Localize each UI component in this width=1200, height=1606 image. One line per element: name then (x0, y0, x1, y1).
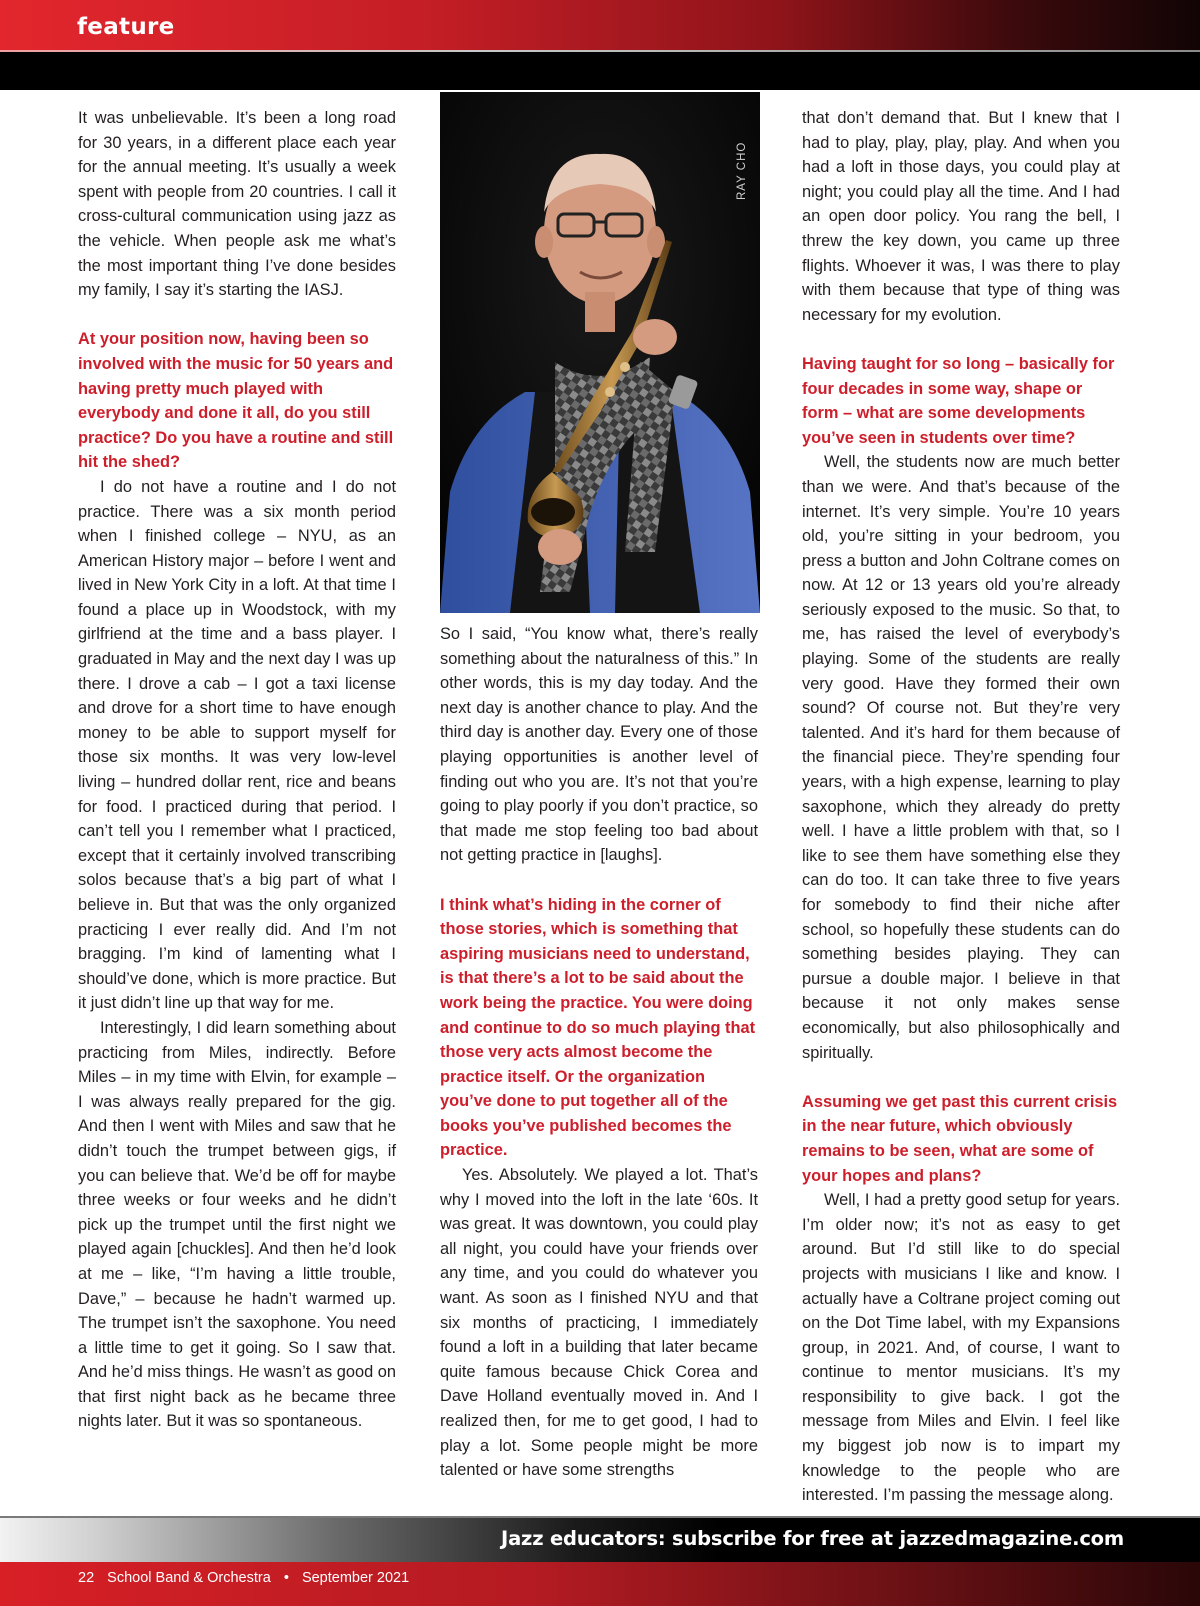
article-column-3 (802, 106, 1120, 1508)
answer-paragraph: Interestingly, I did learn something about practicing from Miles, indirectly. Before Miles – in my time with Elvin, for example – I was always really prepared for the gig. And then I went with Miles and saw that he didn’t touch the trumpet between gigs, if you can believe that. We’d be off for maybe three weeks or four weeks and he didn’t pick up the trumpet until the first night we played again [chuckles]. And then he’d look at me – like, “I’m having a little trouble, Dave,” – because he hadn’t warmed up. The trumpet isn’t the saxophone. You need a little time to get it going. So I saw that. And he’d miss things. He wasn’t as good on that first night back as he became three nights later. But it was so spontaneous. (78, 1018, 396, 1431)
footer-banner (0, 1516, 1200, 1564)
interview-question: Having taught for so long – basically for four decades in some way, shape or form – what are some developments you’ve seen in students over time? (802, 354, 1115, 447)
page-number: 22 (78, 1570, 95, 1586)
article-column-1 (78, 106, 396, 1434)
publication-name: School Band & Orchestra (107, 1570, 271, 1586)
answer-paragraph: I do not have a routine and I do not practice. There was a six month period when I finished college – NYU, as an American History major – before I went and lived in New York City in a loft. At that time I found a place up in Woodstock, with my girlfriend at the time and a bass player. I graduated in May and the next day I was up there. I drove a cab – I got a taxi license and drove for a short time to have enough money to be able to support myself for those six months. It was very low-level living – hundred dollar rent, rice and beans for food. I practiced during that period. I can’t tell you I remember what I practiced, except that it certainly involved transcribing solos because that’s a big part of what I believe in. But that was the only organized practicing I ever really did. And I’m not bragging. I’m kind of lamenting what I should’ve done, which is more practice. But it just didn’t line up that way for me. (78, 477, 397, 1013)
article-column-2 (440, 622, 758, 1483)
subscribe-callout: Jazz educators: subscribe for free at jazzedmagazine.com (501, 1527, 1124, 1550)
issue-date: September 2021 (301, 1570, 410, 1586)
portrait-photo (440, 92, 760, 613)
saxophonist-portrait-illustration (440, 92, 760, 613)
answer-paragraph: Well, I had a pretty good setup for years. I’m older now; it’s not as easy to get around. But I’d still like to do special projects with musicians I like and know. I actually have a Coltrane project coming out on the Dot Time label, with my Expansions group, in 2021. And, of course, I want to continue to mentor musicians. It’s my responsibility to give back. I got the message from Miles and Elvin. I feel like my biggest job now is to impart my knowledge to the people who are interested. I’m passing the message along. (802, 1191, 1120, 1505)
answer-paragraph: It was unbelievable. It’s been a long road for 30 years, in a different place each year for the annual meeting. It’s usually a week spent with people from 20 countries. I call it cross-cultural communication using jazz as the vehicle. When people ask me what’s the most important thing I’ve done besides my family, I say it’s starting the IASJ. (78, 109, 396, 300)
interview-question: Assuming we get past this current crisis in the near future, which obviously remains to be seen, what are some of your hopes and plans? (802, 1092, 1118, 1185)
photo-credit: RAY CHO (736, 141, 748, 200)
answer-paragraph: Yes. Absolutely. We played a lot. That’s why I moved into the loft in the late ‘60s. It was great. It was downtown, you could play all night, you could have your friends over any time, and you could do whatever you want. As soon as I finished NYU and that six months of practicing, I immediately found a loft in a building that later became quite famous because Chick Corea and Dave Holland eventually moved in. And I realized then, for me to get good, I had to play a lot. Some people might be more talented or have some strengths (440, 1166, 758, 1480)
header-black-band (0, 52, 1200, 90)
answer-paragraph: So I said, “You know what, there’s really something about the naturalness of this.” In other words, this is my day today. And the next day is another chance to play. And the third day is another day. Every one of those playing opportunities is another level of finding out who you are. It’s not that you’re going to play poorly if you don’t practice, so that made me stop feeling too bad about not getting practice in [laughs]. (440, 625, 758, 865)
answer-paragraph: that don’t demand that. But I knew that I had to play, play, play, play. And when you had a loft in those days, you could play at night; you could play all the time. And I had an open door policy. You rang the bell, I threw the key down, you came up three flights. Whoever it was, I was there to play with them because that type of thing was necessary for my evolution. (802, 109, 1120, 324)
section-label: feature (77, 14, 175, 40)
answer-paragraph: Well, the students now are much better than we were. And that’s because of the internet. It’s very simple. You’re 10 years old, you’re sitting in your bedroom, you press a button and John Coltrane comes on now. At 12 or 13 years old you’re already seriously exposed to the music. So that, to me, has raised the level of everybody’s playing. Some of the students are really very good. Have they formed their own sound? Of course not. But they’re very talented. And it’s hard for them because of the financial piece. They’re spending four years, with a high expense, learning to play saxophone, which they already do pretty well. I have a little problem with that, so I like to see them have something else they can do too. It can take three to five years for somebody to find their niche after school, so hopefully these students can do something besides playing. They can pursue a double major. I believe in that because it not only makes sense economically, but also philosophically and spiritually. (802, 453, 1120, 1062)
interview-question: I think what’s hiding in the corner of those stories, which is something that aspiring musicians need to understand, is that there’s a lot to be said about the work being the practice. You were doing and continue to do so much playing that those very acts almost become the practice itself. Or the organization you’ve done to put together all of the books you’ve published becomes the practice. (440, 895, 756, 1160)
folio-separator: • (283, 1570, 289, 1586)
section-header-bar (0, 0, 1200, 52)
folio (78, 1570, 418, 1586)
interview-question: At your position now, having been so involved with the music for 50 years and having pretty much played with everybody and done it all, do you still practice? Do you have a routine and still hit the shed? (78, 330, 394, 472)
